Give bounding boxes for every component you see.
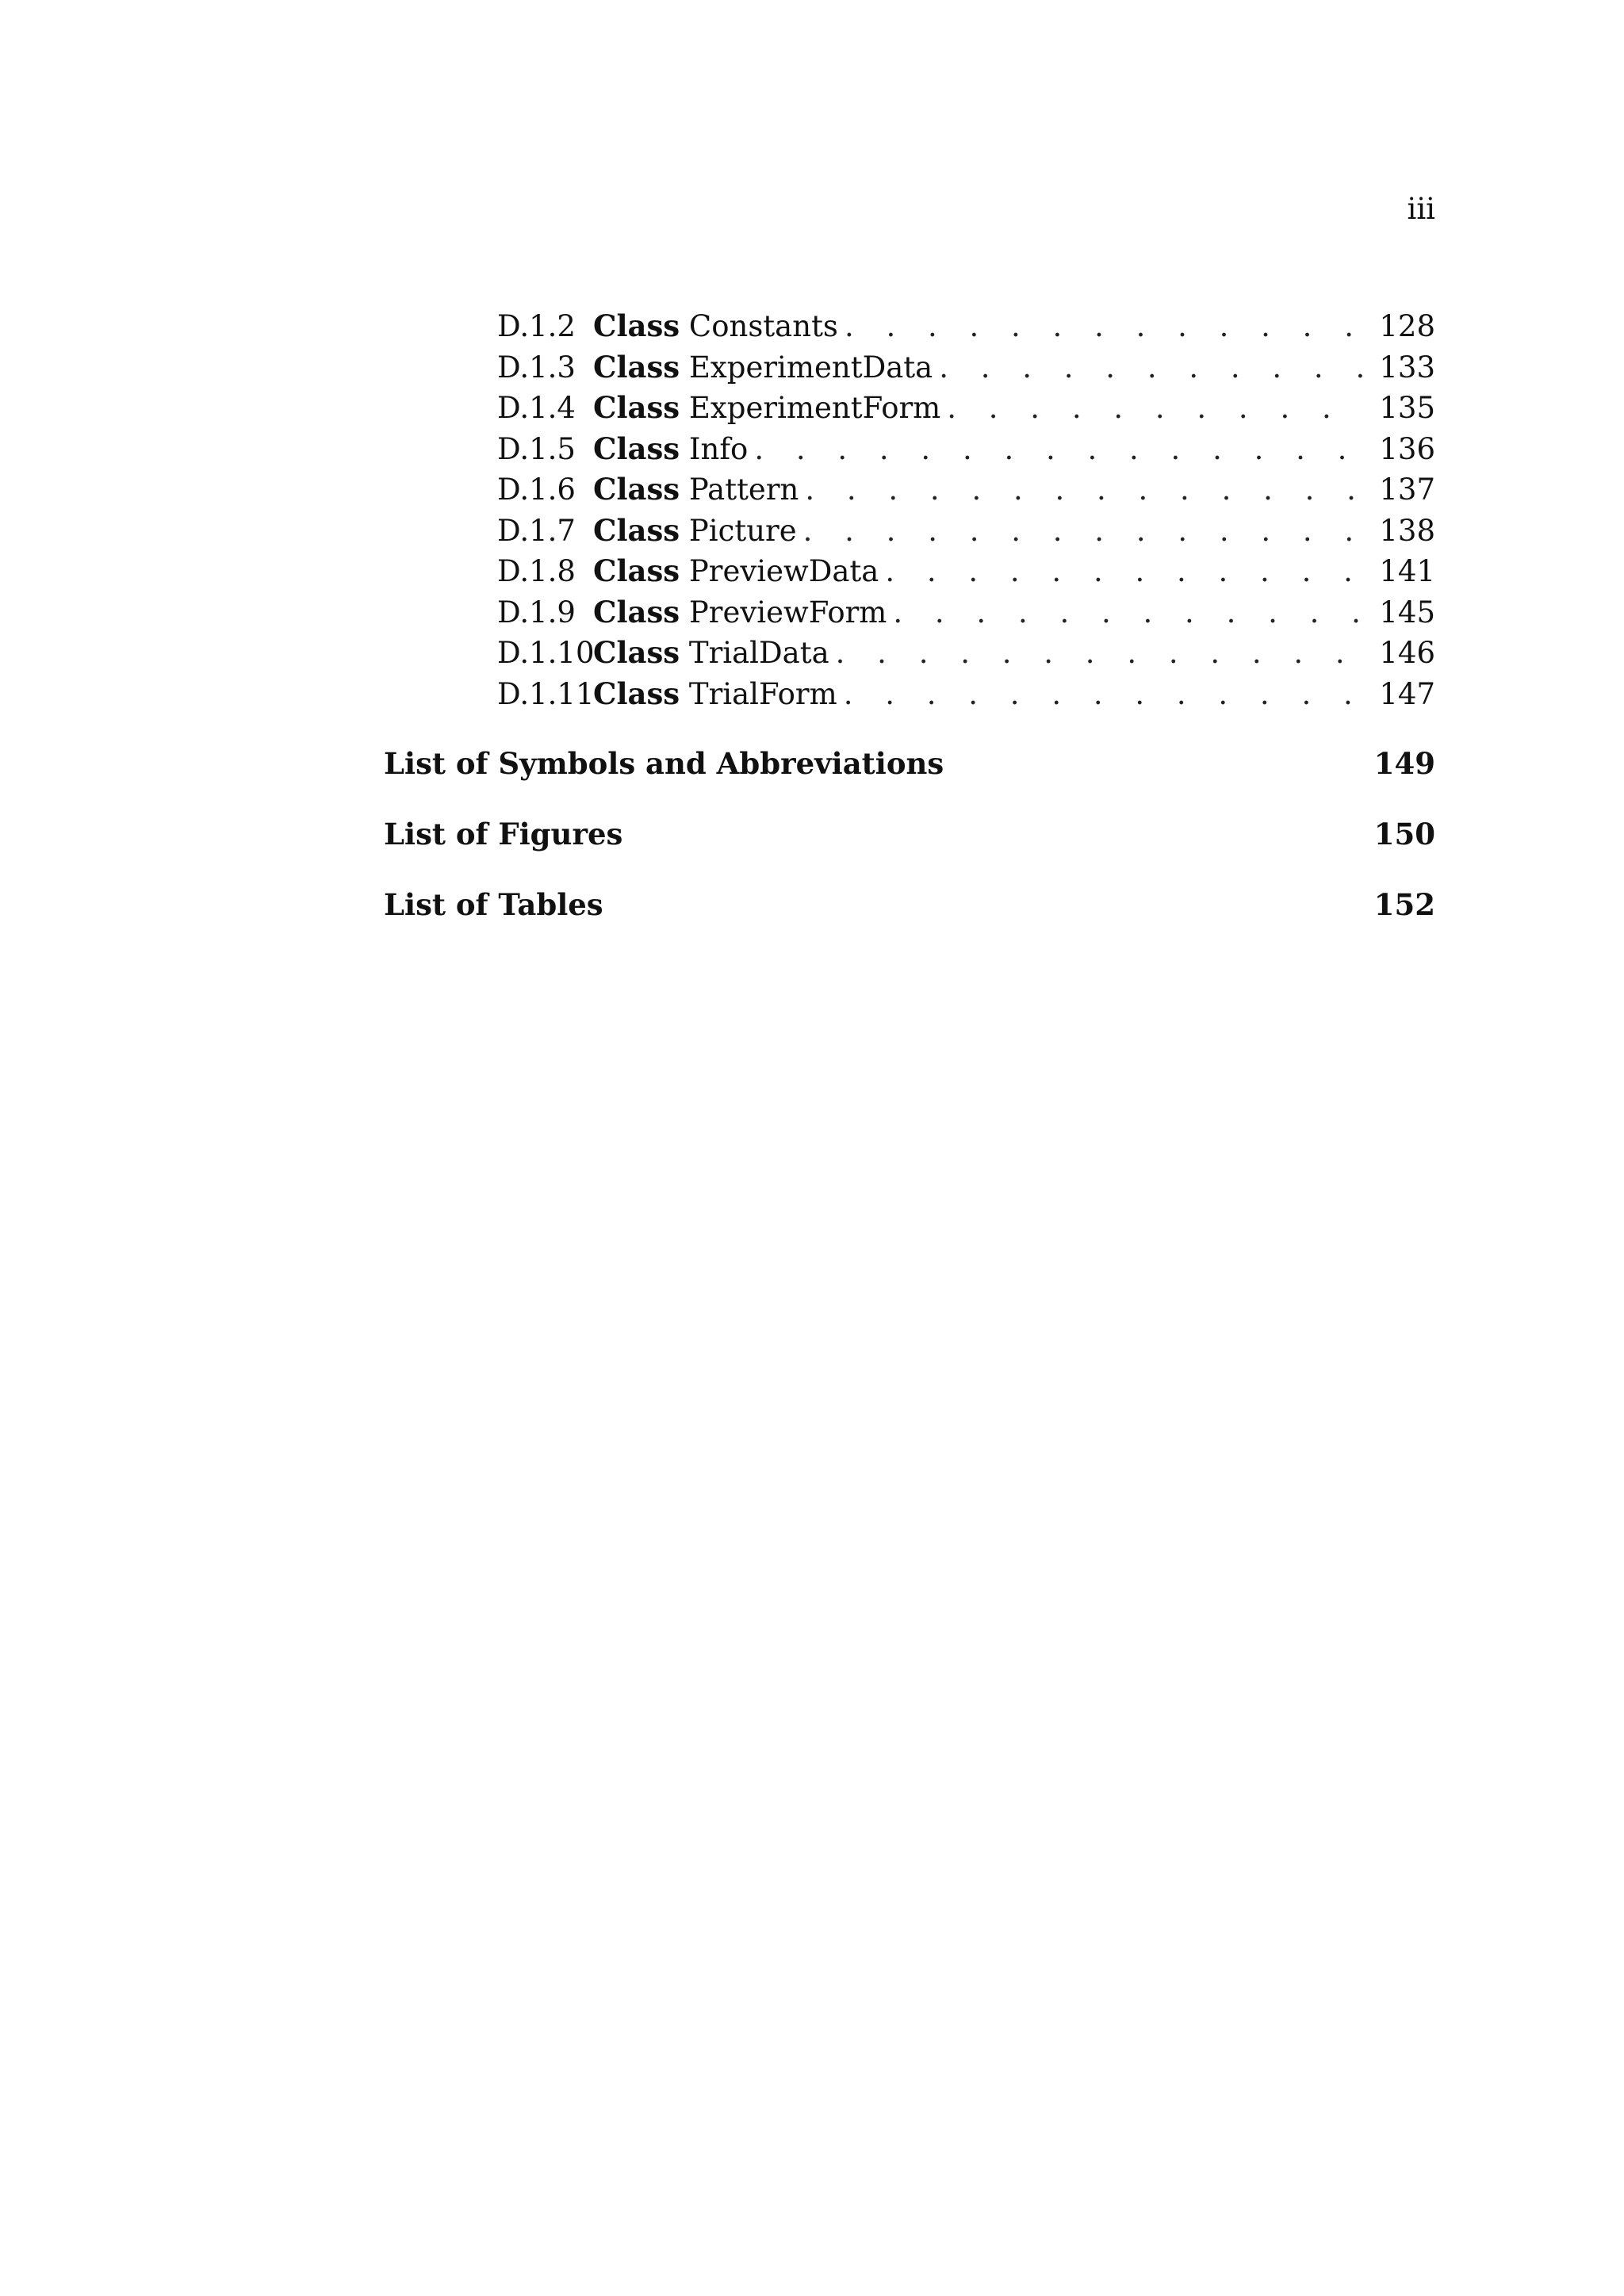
toc-entry-title bbox=[593, 551, 885, 592]
toc-entry-title bbox=[593, 347, 939, 388]
toc-entry-name: ExperimentData bbox=[688, 350, 933, 385]
toc-entry-number: D.1.4 bbox=[497, 391, 576, 425]
toc-chapter-page: 150 bbox=[1373, 817, 1435, 851]
toc-entry-name: TrialForm bbox=[688, 676, 837, 711]
toc-entry-title bbox=[593, 674, 844, 715]
toc-entry-keyword: Class bbox=[593, 512, 680, 548]
toc-chapter-list-of-tables[interactable] bbox=[384, 886, 1435, 924]
table-of-contents bbox=[384, 306, 1435, 924]
toc-entry-d-1-5[interactable] bbox=[384, 429, 1435, 470]
dot-leader bbox=[803, 511, 1364, 552]
toc-entry-keyword: Class bbox=[593, 349, 680, 385]
toc-entry-name: PreviewForm bbox=[688, 595, 887, 629]
toc-entry-keyword: Class bbox=[593, 472, 680, 507]
toc-entry-page: 136 bbox=[1379, 431, 1435, 466]
toc-entry-page: 146 bbox=[1379, 636, 1435, 670]
toc-entry-d-1-10[interactable] bbox=[384, 633, 1435, 674]
toc-entry-d-1-4[interactable] bbox=[384, 388, 1435, 429]
toc-entry-page: 147 bbox=[1379, 676, 1435, 711]
toc-chapter-list-of-figures[interactable] bbox=[384, 815, 1435, 853]
toc-entry-name: Constants bbox=[688, 309, 838, 343]
toc-chapter-title: List of Tables bbox=[384, 887, 603, 922]
toc-chapter-title: List of Symbols and Abbreviations bbox=[384, 746, 944, 781]
dot-leader bbox=[805, 469, 1364, 511]
toc-entry-keyword: Class bbox=[593, 430, 680, 466]
dot-leader bbox=[893, 592, 1364, 633]
toc-entry-d-1-11[interactable] bbox=[384, 674, 1435, 715]
page-number: iii bbox=[1407, 192, 1435, 226]
toc-entry-keyword: Class bbox=[593, 675, 680, 711]
toc-entry-title bbox=[593, 469, 805, 511]
toc-entry-number: D.1.11 bbox=[497, 676, 595, 711]
toc-entry-number: D.1.10 bbox=[497, 636, 595, 670]
toc-entry-page: 138 bbox=[1379, 513, 1435, 548]
toc-entry-name: TrialData bbox=[688, 636, 829, 670]
toc-entry-number: D.1.2 bbox=[497, 309, 576, 343]
toc-entry-page: 128 bbox=[1379, 309, 1435, 343]
dot-leader bbox=[836, 633, 1364, 674]
toc-entry-name: Pattern bbox=[688, 473, 799, 507]
dot-leader bbox=[844, 674, 1364, 715]
toc-entry-d-1-9[interactable] bbox=[384, 592, 1435, 633]
toc-entry-page: 137 bbox=[1379, 473, 1435, 507]
dot-leader bbox=[947, 388, 1364, 429]
dot-leader bbox=[754, 429, 1364, 470]
toc-entry-name: PreviewData bbox=[688, 554, 879, 588]
toc-entry-page: 141 bbox=[1379, 554, 1435, 588]
toc-entry-d-1-7[interactable] bbox=[384, 511, 1435, 552]
toc-entry-title bbox=[593, 388, 947, 429]
toc-entry-d-1-6[interactable] bbox=[384, 469, 1435, 511]
toc-chapter-page: 152 bbox=[1373, 887, 1435, 922]
toc-chapter-page: 149 bbox=[1373, 746, 1435, 781]
toc-entry-keyword: Class bbox=[593, 635, 680, 670]
toc-entry-title bbox=[593, 306, 845, 347]
toc-entry-page: 133 bbox=[1379, 350, 1435, 385]
toc-entry-number: D.1.8 bbox=[497, 554, 576, 588]
toc-entry-title bbox=[593, 633, 836, 674]
toc-entry-number: D.1.5 bbox=[497, 431, 576, 466]
toc-entry-keyword: Class bbox=[593, 553, 680, 588]
toc-entry-number: D.1.6 bbox=[497, 473, 576, 507]
toc-entry-number: D.1.3 bbox=[497, 350, 576, 385]
toc-entry-keyword: Class bbox=[593, 390, 680, 425]
toc-entry-keyword: Class bbox=[593, 308, 680, 343]
toc-entry-name: ExperimentForm bbox=[688, 391, 941, 425]
toc-entry-name: Picture bbox=[688, 513, 797, 548]
toc-entry-d-1-2[interactable] bbox=[384, 306, 1435, 347]
dot-leader bbox=[885, 551, 1364, 592]
toc-entry-d-1-3[interactable] bbox=[384, 347, 1435, 388]
toc-chapter-symbols-abbreviations[interactable] bbox=[384, 744, 1435, 783]
toc-chapter-title: List of Figures bbox=[384, 817, 623, 851]
toc-entry-title bbox=[593, 592, 893, 633]
toc-entry-number: D.1.7 bbox=[497, 513, 576, 548]
toc-entry-title bbox=[593, 429, 754, 470]
toc-entry-keyword: Class bbox=[593, 594, 680, 629]
toc-entry-number: D.1.9 bbox=[497, 595, 576, 629]
toc-entry-page: 145 bbox=[1379, 595, 1435, 629]
toc-entry-name: Info bbox=[688, 431, 749, 466]
toc-entry-page: 135 bbox=[1379, 391, 1435, 425]
dot-leader bbox=[939, 347, 1364, 388]
toc-entry-d-1-8[interactable] bbox=[384, 551, 1435, 592]
dot-leader bbox=[845, 306, 1364, 347]
toc-entry-title bbox=[593, 511, 803, 552]
